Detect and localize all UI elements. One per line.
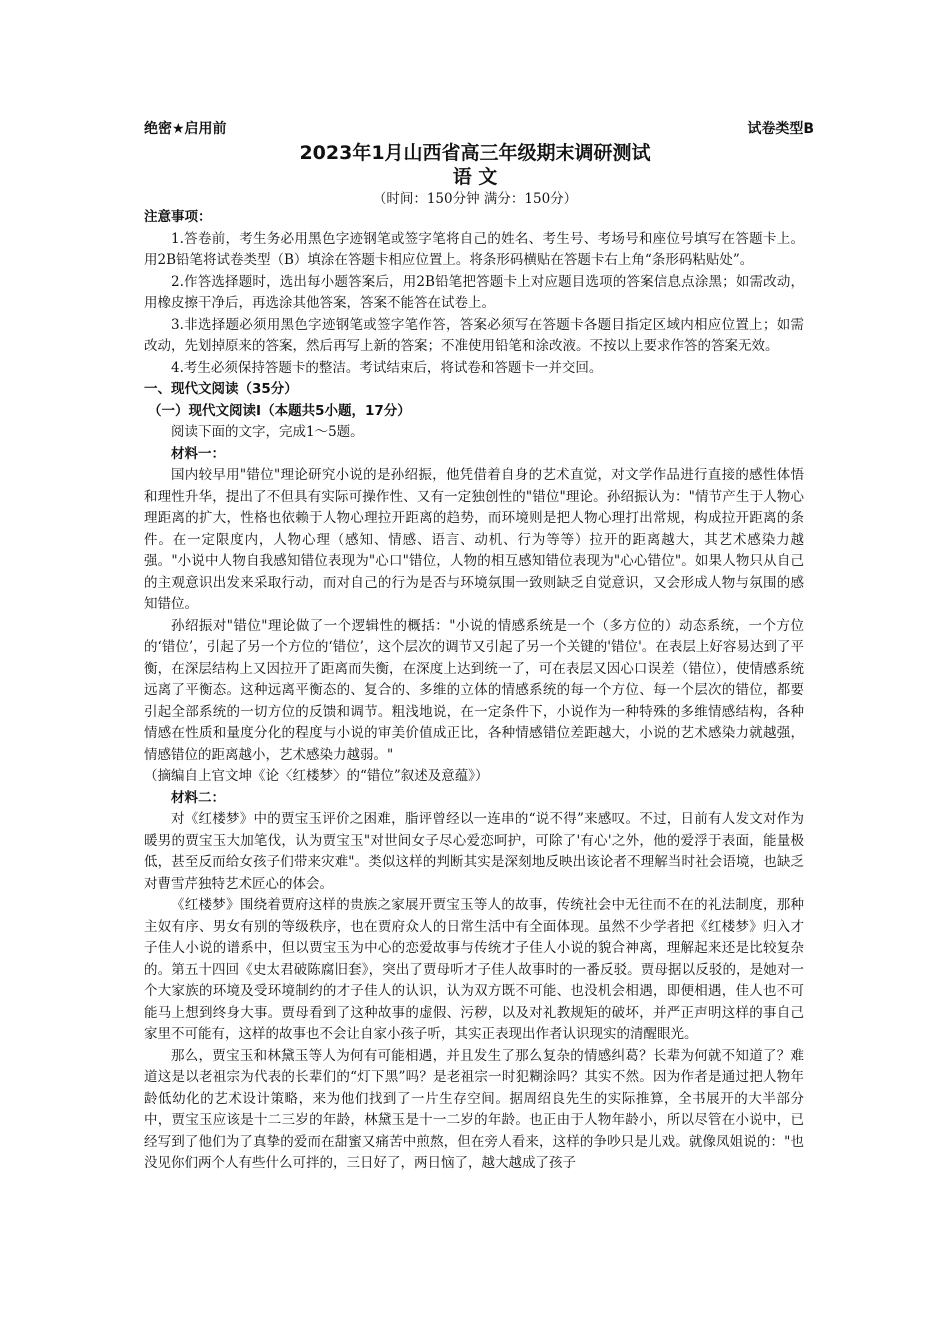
notice-item: 1.答卷前，考生务必用黑色字迹钢笔或签字笔将自己的姓名、考生号、考场号和座位号填写在答题卡上。用2B铅笔将试卷类型（B）填涂在答题卡相应位置上。将条形码横贴在答题卡右上角“条形码粘贴处”。 [144,230,804,268]
material2-label: 材料二： [171,789,225,806]
notice-heading: 注意事项： [144,209,212,225]
paper-type-label: 试卷类型B [747,121,814,137]
exam-title: 2023年1月山西省高三年级期末调研测试 [299,142,651,164]
subsection-heading: （一）现代文阅读Ⅰ（本题共5小题，17分） [148,402,411,419]
material2-paragraph: 《红楼梦》围绕着贾府这样的贵族之家展开贾宝玉等人的故事，传统社会中无往而不在的礼法制度，那种主奴有序、男女有别的等级秩序，也在贾府众人的日常生活中有全面体现。虽然不少学者把《红楼梦》归入才子佳人小说的谱系中，但以贾宝玉为中心的恋爱故事与传统才子佳人小说的貌合神离，理解起来还是比较复杂的。第五十四回《史太君破陈腐旧套》，突出了贾母听才子佳人故事时的一番反驳。贾母据以反驳的，是她对一个大家族的环境及受环境制约的才子佳人的认识，认为双方既不可能、也没机会相遇，即便相遇，佳人也不可能马上想到终身大事。贾母看到了这种故事的虚假、污秽，以及对礼教规矩的破坏，并严正声明这样的事自己家里不可能有，这样的故事也不会让自家小孩子听，其实正表现出作者认识现实的清醒眼光。 [144,897,804,1042]
material1-label: 材料一： [171,445,225,462]
notice-item: 3.非选择题必须用黑色字迹钢笔或签字笔作答，答案必须写在答题卡各题目指定区域内相应位置上；如需改动，先划掉原来的答案，然后再写上新的答案；不准使用铅笔和涂改液。不按以上要求作答的答案无效。 [144,316,804,354]
material1-source: （摘编自上官文坤《论〈红楼梦〉的“错位”叙述及意蕴》） [144,768,489,784]
material2-paragraph: 对《红楼梦》中的贾宝玉评价之困难，脂评曾经以一连串的“说不得”来感叹。不过，日前有人发文对作为暖男的贾宝玉大加笔伐，认为贾宝玉"对世间女子尽心爱恋呵护，可除了'有心'之外，他的爱浮于表面，能量极低，甚至反而给女孩子们带来灾难"。类似这样的判断其实是深刻地反映出该论者不理解当时社会语境，也缺乏对曹雪芹独特艺术匠心的体会。 [144,811,804,892]
time-info: （时间：150分钟 满分：150分） [372,191,578,207]
secret-label: 绝密★启用前 [144,121,227,137]
material2-paragraph: 那么，贾宝玉和林黛玉等人为何有可能相遇，并且发生了那么复杂的情感纠葛？长辈为何就不知道了？难道这是以老祖宗为代表的长辈们的“灯下黑”吗？是老祖宗一时犯糊涂吗？其实不然。因为作者是通过把人物年龄低幼化的艺术设计策略，来为他们找到了一片生存空间。据周绍良先生的实际推算，全书展开的大半部分中，贾宝玉应该是十二三岁的年龄，林黛玉是十一二岁的年龄。也正由于人物年龄小，所以尽管在小说中，已经写到了他们为了真挚的爱而在甜蜜又痛苦中煎熬，但在旁人看来，这样的争吵只是儿戏。就像凤姐说的："也没见你们两个人有些什么可拌的，三日好了，两日恼了，越大越成了孩子 [144,1047,804,1171]
notice-item: 4.考生必须保持答题卡的整洁。考试结束后，将试卷和答题卡一并交回。 [171,359,603,376]
reading-instruction: 阅读下面的文字，完成1～5题。 [171,424,364,440]
section-heading: 一、现代文阅读（35分） [144,381,298,397]
subject-title: 语 文 [452,166,498,188]
material1-paragraph: 孙绍振对"错位"理论做了一个逻辑性的概括："小说的情感系统是一个（多方位的）动态系统，一个方位的‘错位’，引起了另一个方位的‘错位’，这个层次的调节又引起了另一个关键的'错位'。在表层上好容易达到了平衡，在深层结构上又因拉开了距离而失衡，在深度上达到统一了，可在表层又因心口误差（错位），使情感系统远离了平衡态。这种远离平衡态的、复合的、多维的立体的情感系统的每一个方位、每一个层次的错位，都要引起全部系统的一切方位的反馈和调节。粗浅地说，在一定条件下，小说作为一种特殊的多维情感结构，各种情感在性质和量度分化的程度与小说的审美价值成正比，各种情感错位差距越大，小说的艺术感染力就越强，情感错位的距离越小，艺术感染力越弱。" [144,617,804,763]
exam-content [144,207,804,1175]
notice-item: 2.作答选择题时，选出每小题答案后，用2B铅笔把答题卡上对应题目选项的答案信息点涂黑；如需改动，用橡皮擦干净后，再选涂其他答案，答案不能答在试卷上。 [144,273,804,311]
material1-paragraph: 国内较早用"错位"理论研究小说的是孙绍振，他凭借着自身的艺术直觉，对文学作品进行直接的感性体悟和理性升华，提出了不但具有实际可操作性、又有一定独创性的"错位"理论。孙绍振认为："情节产生于人物心理距离的扩大，性格也依赖于人物心理拉开距离的趋势，而环境则是把人物心理打出常规，构成拉开距离的条件。在一定限度内，人物心理（感知、情感、语言、动机、行为等等）拉开的距离越大，其艺术感染力越强。"小说中人物自我感知错位表现为"心口"错位，人物的相互感知错位表现为"心心错位"。如果人物只从自己的主观意识出发来采取行动，而对自己的行为是否与环境氛围一致则缺乏自觉意识，又会形成人物与氛围的感知错位。 [144,467,804,612]
